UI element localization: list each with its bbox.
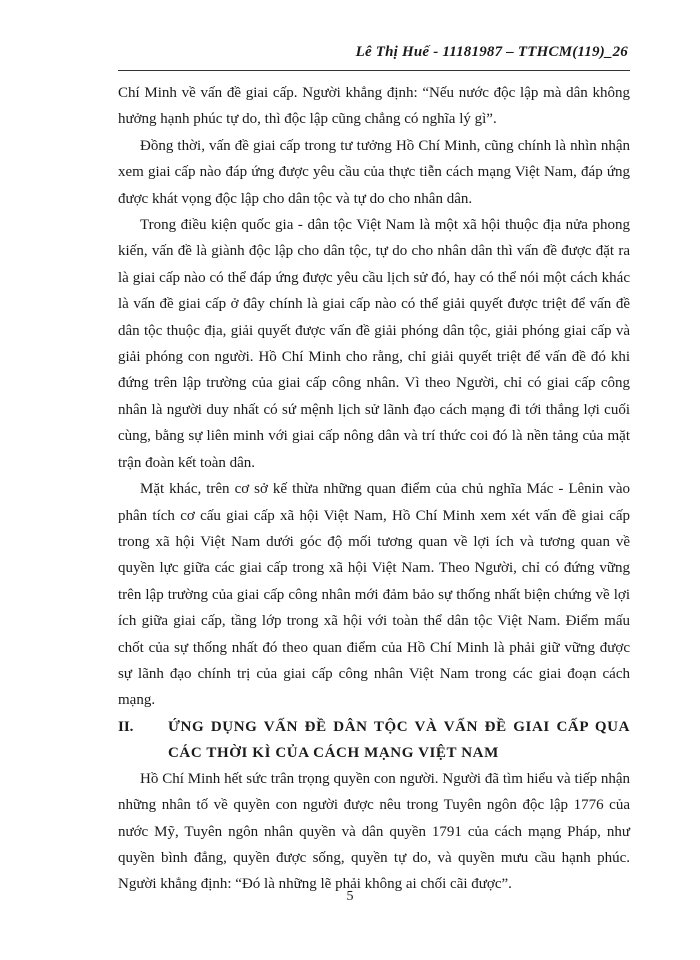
section-title: ỨNG DỤNG VẤN ĐỀ DÂN TỘC VÀ VẤN ĐỀ GIAI CẤP QUA CÁC THỜI KÌ CỦA CÁCH MẠNG VIỆT NAM [168, 718, 630, 761]
section-number: II. [118, 718, 134, 735]
document-body [118, 80, 630, 898]
section-heading [118, 714, 630, 766]
paragraph: Đồng thời, vấn đề giai cấp trong tư tưởng Hồ Chí Minh, cũng chính là nhìn nhận xem giai cấp nào đáp ứng được yêu cầu của thực tiễn cách mạng Việt Nam, đáp ứng được khát vọng độc lập cho dân tộc và tự do cho nhân dân. [118, 137, 630, 207]
paragraph: Chí Minh về vấn đề giai cấp. Người khẳng định: “Nếu nước độc lập mà dân không hưởng hạnh phúc tự do, thì độc lập cũng chẳng có nghĩa lý gì”. [118, 85, 630, 128]
page-header: Lê Thị Huế - 11181987 – TTHCM(119)_26 [355, 44, 628, 60]
header-divider [118, 70, 630, 71]
paragraph: Trong điều kiện quốc gia - dân tộc Việt Nam là một xã hội thuộc địa nửa phong kiến, vấn đề là giành độc lập cho dân tộc, tự do cho nhân dân thì vấn đề được đặt ra là giai cấp nào có thể đáp ứng được yêu cầu lịch sử đó, hay có thể nói một cách khác là vấn đề giai cấp ở đây chính là giai cấp nào có thể giải quyết được triệt để vấn đề dân tộc thuộc địa, giải quyết được vấn đề giải phóng dân tộc, giải phóng giai cấp và giải phóng con người. Hồ Chí Minh cho rằng, chỉ giải quyết triệt để vấn đề đó khi đứng trên lập trường của giai cấp công nhân. Vì theo Người, chỉ có giai cấp công nhân là người duy nhất có sứ mệnh lịch sử lãnh đạo cách mạng đi tới thắng lợi cuối cùng, bằng sự liên minh với giai cấp nông dân và trí thức coi đó là nền tảng của mặt trận đoàn kết toàn dân. [118, 217, 630, 471]
paragraph: Hồ Chí Minh hết sức trân trọng quyền con người. Người đã tìm hiểu và tiếp nhận những nhân tố về quyền con người được nêu trong Tuyên ngôn độc lập 1776 của nước Mỹ, Tuyên ngôn nhân quyền và dân quyền 1791 của cách mạng Pháp, như quyền bình đẳng, quyền được sống, quyền tự do, và quyền mưu cầu hạnh phúc. Người khẳng định: “Đó là những lẽ phải không ai chối cãi được”. [118, 770, 630, 893]
paragraph: Mặt khác, trên cơ sở kế thừa những quan điểm của chủ nghĩa Mác - Lênin vào phân tích cơ cấu giai cấp xã hội Việt Nam, Hồ Chí Minh xem xét vấn đề giai cấp trong xã hội Việt Nam dưới góc độ mối tương quan về lợi ích và tương quan về quyền lực giữa các giai cấp trong xã hội Việt Nam. Theo Người, chỉ có đứng vững trên lập trường của giai cấp công nhân mới đảm bảo sự thống nhất biện chứng về lợi ích giữa giai cấp, tầng lớp trong xã hội với toàn thể dân tộc Việt Nam. Điểm mấu chốt của sự thống nhất đó theo quan điểm của Hồ Chí Minh là phải giữ vững được sự lãnh đạo chính trị của giai cấp công nhân Việt Nam trong các giai đoạn cách mạng. [118, 481, 630, 709]
page-number: 5 [346, 889, 354, 904]
